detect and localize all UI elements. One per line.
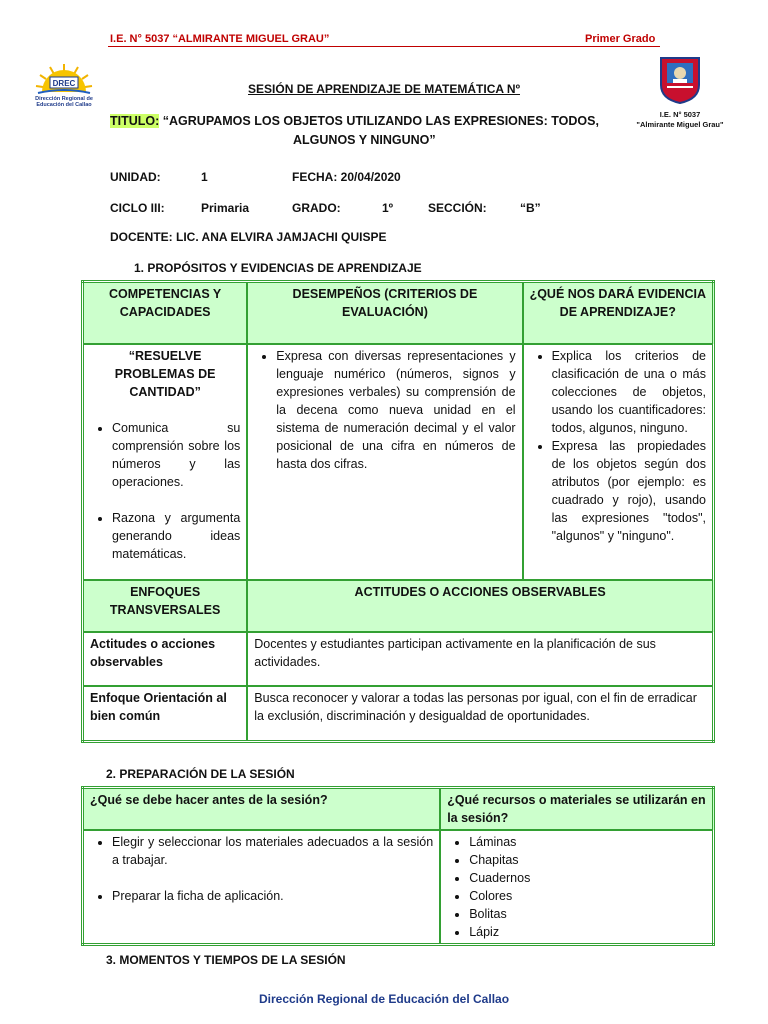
titulo-line-2: ALGUNOS Y NINGUNO” [293, 133, 436, 147]
section-3-title: 3. MOMENTOS Y TIEMPOS DE LA SESIÓN [106, 953, 346, 967]
evidencia-item: • Explica los criterios de clasificación de una o más colecciones de objetos, usando los cuantificadores: todos, algunos, ninguno. [552, 347, 706, 437]
header-rule [108, 46, 660, 47]
antes-cell [83, 830, 441, 945]
school-shield-icon [657, 55, 703, 105]
material-item: • Bolitas [469, 905, 706, 923]
competencia-title: “RESUELVE PROBLEMAS DE CANTIDAD” [114, 348, 216, 399]
grado-label: GRADO: [292, 201, 341, 215]
desempenos-cell [247, 344, 522, 580]
col-header-recursos: ¿Qué recursos o materiales se utilizarán en la sesión? [440, 788, 713, 831]
material-item: • Cuadernos [469, 869, 706, 887]
col-header-competencias: COMPETENCIAS Y CAPACIDADES [83, 282, 248, 344]
material-item: • Colores [469, 887, 706, 905]
school-caption-2: "Almirante Miguel Grau" [636, 120, 724, 129]
material-item: • Lápiz [469, 923, 706, 941]
material-item: • Láminas [469, 833, 706, 851]
capacidad-item: • Comunica su comprensión sobre los números y las operaciones. [112, 419, 240, 491]
col-header-evidencia: ¿QUÉ NOS DARÁ EVIDENCIA DE APRENDIZAJE? [523, 282, 714, 344]
preparation-table [81, 786, 715, 946]
section-2-title: 2. PREPARACIÓN DE LA SESIÓN [106, 767, 295, 781]
row-label: Enfoque Orientación al bien común [83, 686, 248, 742]
desempeno-item: • Expresa con diversas representaciones y lenguaje numérico (números, signos y expresiones verbales) su comprensión de la decena como nueva unidad en el sistema de numeración decimal y el valor posicional de una cifra en números de hasta dos cifras. [276, 347, 515, 473]
material-item: • Chapitas [469, 851, 706, 869]
grade-label: Primer Grado [585, 33, 656, 45]
col-header-antes: ¿Qué se debe hacer antes de la sesión? [83, 788, 441, 831]
svg-text:DREC: DREC [52, 79, 76, 88]
seccion-label: SECCIÓN: [428, 201, 487, 215]
session-topic [110, 112, 620, 150]
antes-item: • Preparar la ficha de aplicación. [112, 887, 433, 905]
enfoques-header: ENFOQUES TRANSVERSALES [83, 580, 248, 632]
footer: Dirección Regional de Educación del Callao [258, 992, 510, 1006]
ciclo-label: CICLO III: [110, 201, 165, 215]
svg-text:Educación del Callao: Educación del Callao [36, 102, 92, 108]
grado-value: 1º [382, 201, 394, 215]
evidencia-item: • Expresa las propiedades de los objetos según dos atributos (por ejemplo: es cuadrado y rojo), usando las expresiones "todos", "algunos" y "ninguno". [552, 437, 706, 545]
row-label: Actitudes o acciones observables [83, 632, 248, 686]
col-header-desempenos: DESEMPEÑOS (CRITERIOS DE EVALUACIÓN) [247, 282, 522, 344]
competencias-cell [83, 344, 248, 580]
ciclo-value: Primaria [201, 201, 250, 215]
school-caption-1: I.E. N° 5037 [659, 110, 701, 119]
seccion-value: “B” [520, 201, 541, 215]
school-name: I.E. N° 5037 “ALMIRANTE MIGUEL GRAU” [110, 33, 330, 45]
actitudes-header: ACTITUDES O ACCIONES OBSERVABLES [247, 580, 713, 632]
unidad-value: 1 [201, 170, 208, 184]
capacidad-item: • Razona y argumenta generando ideas matemáticas. [112, 509, 240, 563]
titulo-line-1: “AGRUPAMOS LOS OBJETOS UTILIZANDO LAS EXPRESIONES: TODOS, [159, 114, 599, 128]
materiales-cell [440, 830, 713, 945]
purposes-table [81, 280, 715, 743]
titulo-label: TITULO: [110, 114, 160, 128]
docente: DOCENTE: LIC. ANA ELVIRA JAMJACHI QUISPE [110, 230, 387, 244]
row-text: Docentes y estudiantes participan activamente en la planificación de sus actividades. [247, 632, 713, 686]
svg-text:Dirección Regional de: Dirección Regional de [35, 96, 93, 102]
unidad-label: UNIDAD: [110, 170, 161, 184]
fecha-label: FECHA: 20/04/2020 [292, 170, 401, 184]
evidencias-cell [523, 344, 714, 580]
session-title: SESIÓN DE APRENDIZAJE DE MATEMÁTICA Nº [248, 82, 520, 96]
antes-item: • Elegir y seleccionar los materiales adecuados a la sesión a trabajar. [112, 833, 433, 869]
row-text: Busca reconocer y valorar a todas las personas por igual, con el fin de erradicar la exclusión, discriminación y desigualdad de oportunidades. [247, 686, 713, 742]
section-1-title: 1. PROPÓSITOS Y EVIDENCIAS DE APRENDIZAJE [134, 261, 422, 275]
